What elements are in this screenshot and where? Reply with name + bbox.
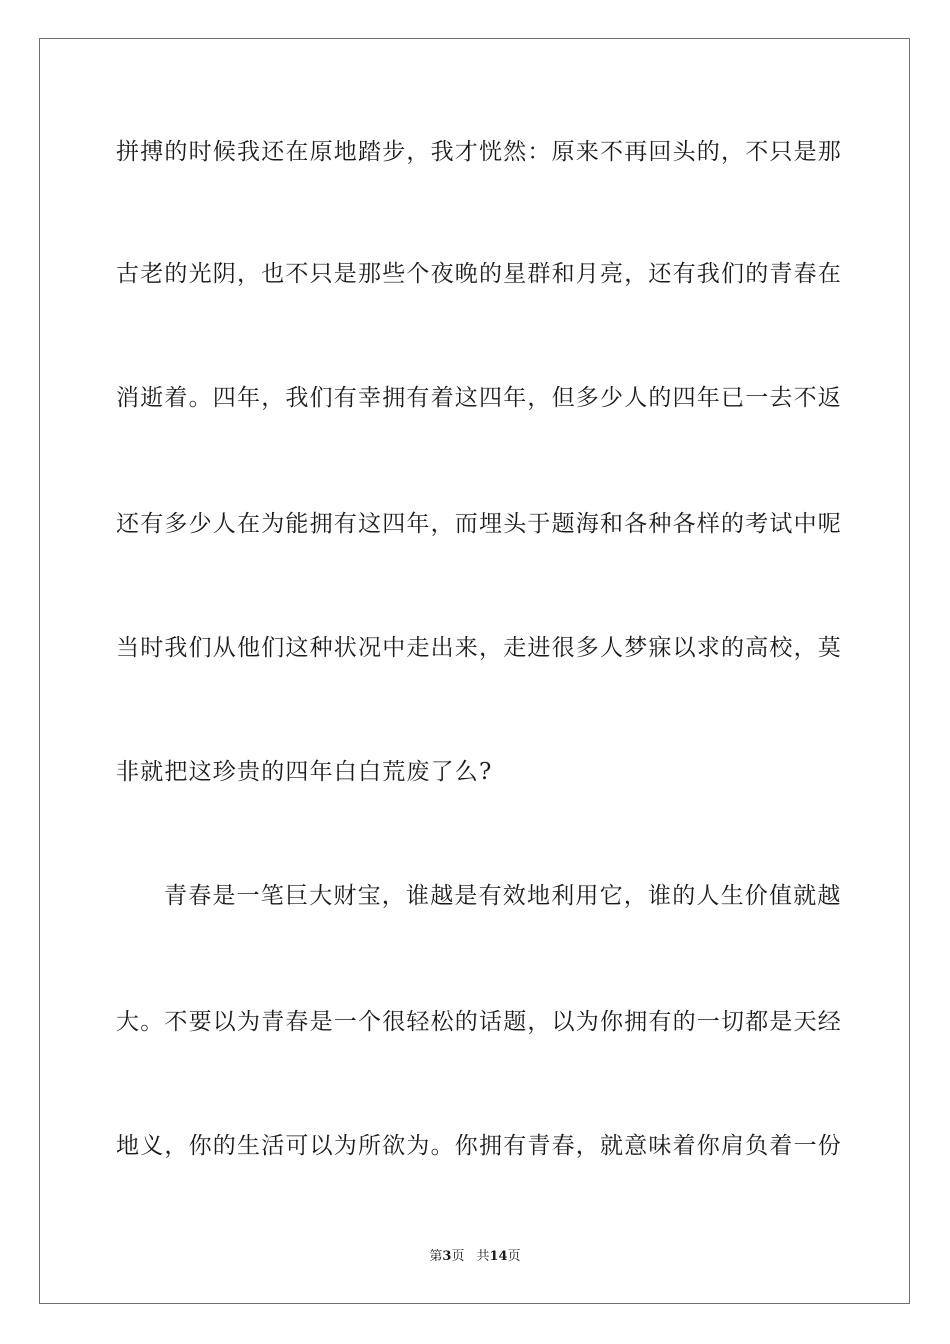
page-label-prefix: 第	[429, 1249, 443, 1264]
paragraph-line: 非就把这珍贵的四年白白荒废了么?	[116, 759, 493, 785]
paragraph-line: 青春是一笔巨大财宝，谁越是有效地利用它，谁的人生价值就越	[164, 883, 842, 909]
page-footer	[0, 1248, 950, 1266]
paragraph-line: 拼搏的时候我还在原地踏步，我才恍然：原来不再回头的，不只是那	[116, 139, 842, 165]
page-number-current: 3	[442, 1249, 452, 1264]
total-label-prefix: 共	[476, 1249, 490, 1264]
paragraph-line: 当时我们从他们这种状况中走出来，走进很多人梦寐以求的高校，莫	[116, 635, 842, 661]
paragraph-line: 古老的光阴，也不只是那些个夜晚的星群和月亮，还有我们的青春在	[116, 261, 842, 287]
page-number-total: 14	[489, 1249, 508, 1264]
paragraph-line: 地义，你的生活可以为所欲为。你拥有青春，就意味着你肩负着一份	[116, 1133, 842, 1159]
paragraph-line: 大。不要以为青春是一个很轻松的话题，以为你拥有的一切都是天经	[116, 1009, 842, 1035]
paragraph-line: 消逝着。四年，我们有幸拥有着这四年，但多少人的四年已一去不返	[116, 385, 842, 411]
paragraph-line: 还有多少人在为能拥有这四年，而埋头于题海和各种各样的考试中呢	[116, 511, 842, 537]
page-border	[39, 38, 910, 1304]
total-label-suffix: 页	[507, 1249, 521, 1264]
page-label-suffix: 页	[451, 1249, 465, 1264]
